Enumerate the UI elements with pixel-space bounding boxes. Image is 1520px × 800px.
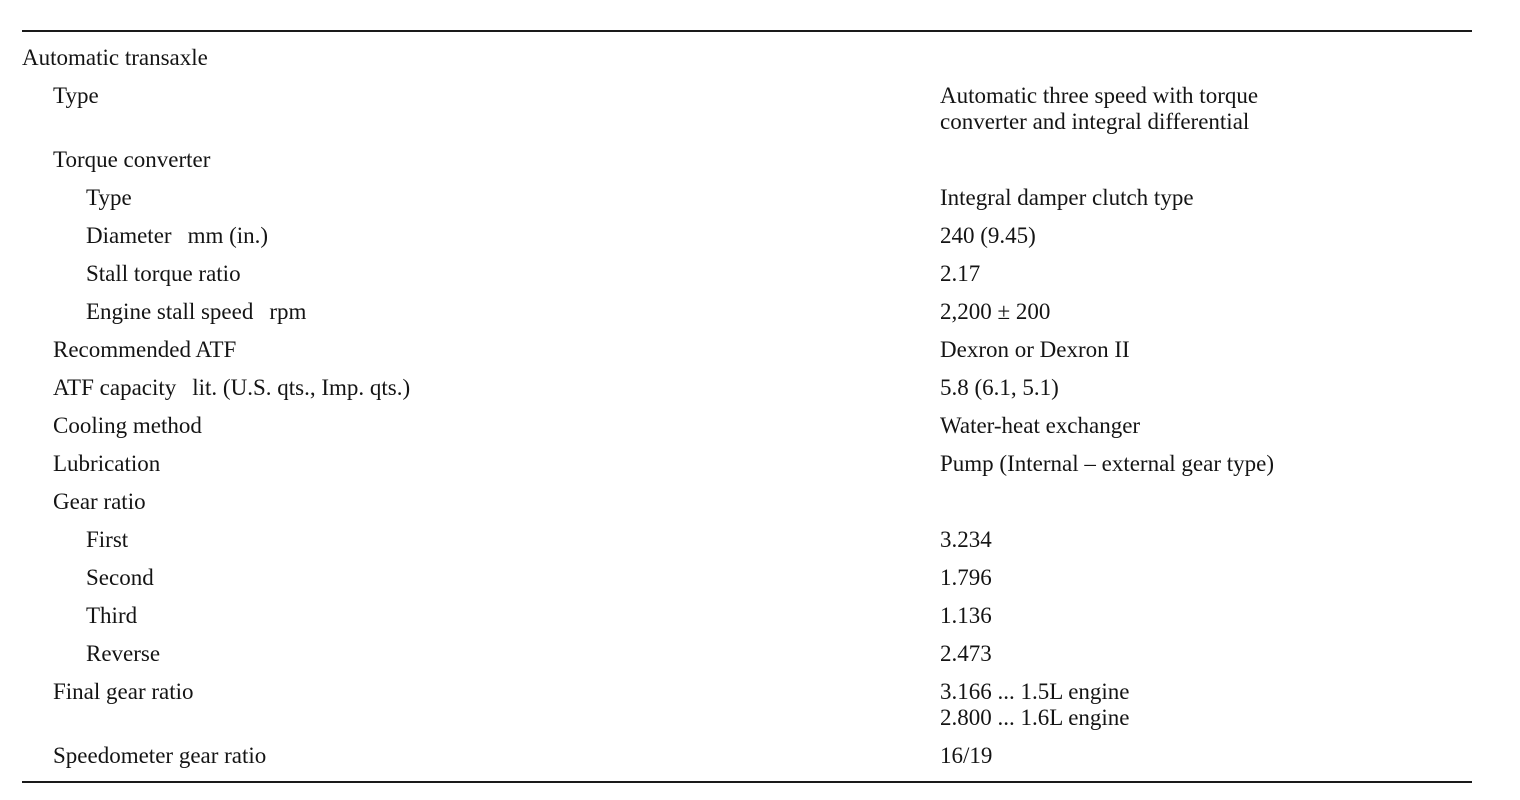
spec-label-text: Stall torque ratio xyxy=(86,261,241,286)
spec-value-line: 2.473 xyxy=(940,641,992,666)
spec-row xyxy=(22,484,1472,522)
spec-label-text: Speedometer gear ratio xyxy=(53,743,267,768)
spec-value-line: 2.800 ... 1.6L engine xyxy=(940,705,1130,730)
spec-value-line: Automatic three speed with torque xyxy=(940,83,1259,108)
spec-value-line: Water-heat exchanger xyxy=(940,413,1141,438)
spec-label xyxy=(86,261,241,287)
spec-row xyxy=(22,180,1472,218)
spec-label xyxy=(53,489,146,515)
spec-label xyxy=(86,185,132,211)
spec-row xyxy=(22,446,1472,484)
spec-value xyxy=(940,223,1036,249)
spec-label xyxy=(53,451,160,477)
spec-unit: rpm xyxy=(269,299,307,324)
spec-value xyxy=(940,641,992,667)
spec-value xyxy=(940,261,980,287)
spec-value xyxy=(940,527,992,553)
spec-value xyxy=(940,185,1194,211)
spec-label xyxy=(53,147,210,173)
spec-value-line: 1.136 xyxy=(940,603,992,628)
spec-label-text: Reverse xyxy=(86,641,161,666)
section-title: Automatic transaxle xyxy=(22,45,208,70)
spec-label-text: Type xyxy=(53,83,99,108)
spec-value-line: 240 (9.45) xyxy=(940,223,1036,248)
spec-label-text: Engine stall speed xyxy=(86,299,254,324)
spec-label-text: Lubrication xyxy=(53,451,161,476)
spec-unit: lit. (U.S. qts., Imp. qts.) xyxy=(192,375,411,400)
spec-row xyxy=(22,560,1472,598)
spec-value-line: converter and integral differential xyxy=(940,109,1250,134)
spec-value-line: 16/19 xyxy=(940,743,993,768)
spec-table xyxy=(22,40,1472,776)
spec-label xyxy=(53,413,202,439)
spec-value xyxy=(940,375,1059,401)
spec-label xyxy=(86,223,268,249)
spec-row xyxy=(22,636,1472,674)
spec-row xyxy=(22,370,1472,408)
spec-row xyxy=(22,332,1472,370)
spec-value xyxy=(940,337,1130,363)
spec-label-text: Type xyxy=(86,185,132,210)
spec-label-text: Cooling method xyxy=(53,413,202,438)
spec-row xyxy=(22,78,1472,142)
spec-row xyxy=(22,294,1472,332)
spec-value xyxy=(940,451,1274,477)
spec-label-text: Second xyxy=(86,565,154,590)
spec-row xyxy=(22,408,1472,446)
top-rule xyxy=(22,30,1472,32)
spec-unit: mm (in.) xyxy=(187,223,269,248)
spec-label xyxy=(53,83,99,109)
spec-row xyxy=(22,674,1472,738)
spec-label xyxy=(53,679,194,705)
spec-label xyxy=(86,603,137,629)
spec-row xyxy=(22,522,1472,560)
spec-label-text: Diameter xyxy=(86,223,172,248)
spec-row xyxy=(22,598,1472,636)
spec-value-line: 3.234 xyxy=(940,527,992,552)
spec-value xyxy=(940,413,1140,439)
spec-label xyxy=(86,565,154,591)
spec-label-text: Torque converter xyxy=(53,147,211,172)
section-header-row xyxy=(22,40,1472,78)
bottom-rule xyxy=(22,781,1472,783)
spec-value xyxy=(940,743,992,769)
spec-label xyxy=(53,375,410,401)
spec-value-line: Pump (Internal – external gear type) xyxy=(940,451,1275,476)
spec-value-line: 5.8 (6.1, 5.1) xyxy=(940,375,1059,400)
spec-label xyxy=(86,299,306,325)
spec-label-text: Third xyxy=(86,603,138,628)
spec-label xyxy=(53,743,266,769)
spec-value xyxy=(940,565,992,591)
spec-label-text: ATF capacity xyxy=(53,375,177,400)
spec-value-line: 2.17 xyxy=(940,261,981,286)
spec-value-line: 3.166 ... 1.5L engine xyxy=(940,679,1130,704)
spec-value xyxy=(940,679,1130,731)
spec-value-line: Dexron or Dexron II xyxy=(940,337,1130,362)
spec-value-line: Integral damper clutch type xyxy=(940,185,1194,210)
spec-row xyxy=(22,738,1472,776)
spec-label-text: Final gear ratio xyxy=(53,679,194,704)
spec-row xyxy=(22,142,1472,180)
spec-label xyxy=(86,641,160,667)
spec-label-text: Recommended ATF xyxy=(53,337,237,362)
spec-value-line: 1.796 xyxy=(940,565,992,590)
spec-label-text: First xyxy=(86,527,129,552)
spec-row xyxy=(22,218,1472,256)
spec-value xyxy=(940,603,992,629)
spec-label-text: Gear ratio xyxy=(53,489,146,514)
spec-value xyxy=(940,83,1258,135)
spec-label xyxy=(86,527,128,553)
spec-value-line: 2,200 ± 200 xyxy=(940,299,1051,324)
spec-label xyxy=(53,337,236,363)
spec-value xyxy=(940,299,1050,325)
spec-row xyxy=(22,256,1472,294)
